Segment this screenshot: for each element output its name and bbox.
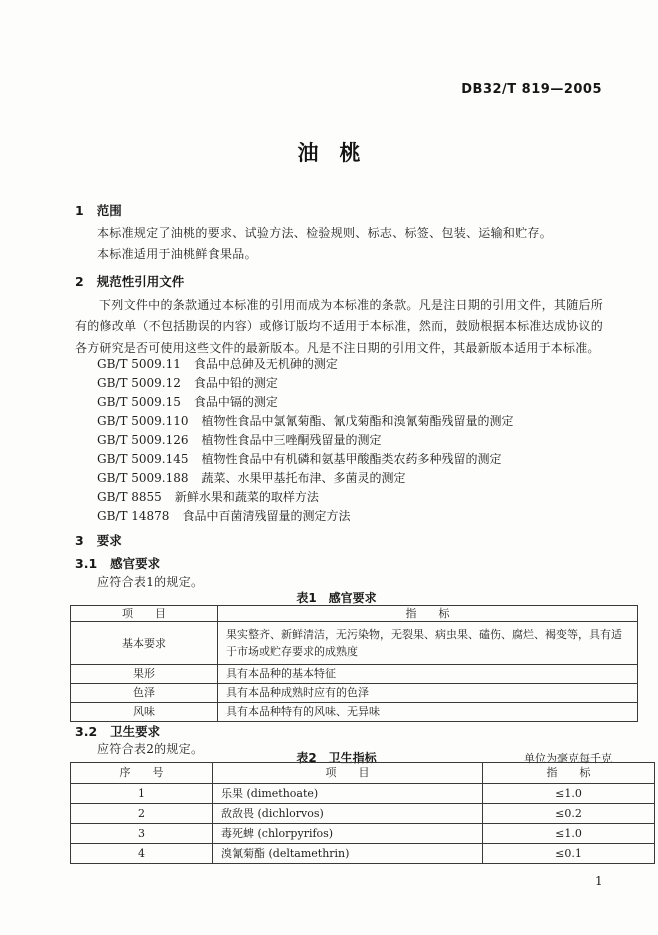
table2-header-index: 指 标: [483, 763, 655, 784]
section-scope-heading: [75, 201, 122, 219]
table2-caption: 表2 卫生指标: [296, 751, 377, 765]
table1-row-item: 色泽: [71, 684, 218, 703]
table-row: [71, 665, 638, 684]
reference-title: 新鲜水果和蔬菜的取样方法: [174, 490, 319, 504]
reference-code: GB/T 5009.110: [97, 414, 189, 428]
table-row: [71, 703, 638, 722]
reference-code: GB/T 8855: [97, 490, 162, 504]
reference-code: GB/T 5009.145: [97, 452, 189, 466]
reference-title: 蔬菜、水果甲基托布津、多菌灵的测定: [201, 471, 406, 485]
table1-header-item: 项 目: [71, 606, 218, 622]
reference-code: GB/T 5009.15: [97, 395, 181, 409]
reference-code: GB/T 5009.12: [97, 376, 181, 390]
reference-item: [97, 507, 514, 526]
reference-title: 植物性食品中氯氰菊酯、氰戊菊酯和溴氰菊酯残留量的测定: [201, 414, 514, 428]
references-list: [97, 355, 514, 526]
table2-row-value: ≤1.0: [483, 824, 655, 844]
section-title: 范围: [96, 203, 122, 218]
table-row: [71, 684, 638, 703]
page-number: 1: [595, 874, 603, 888]
table2-row-no: 2: [71, 804, 213, 824]
reference-item: [97, 450, 514, 469]
table2-header-item: 项 目: [213, 763, 483, 784]
table2-row-no: 1: [71, 784, 213, 804]
reference-code: GB/T 5009.126: [97, 433, 189, 447]
table2-row-value: ≤0.2: [483, 804, 655, 824]
table1-row-item: 基本要求: [71, 622, 218, 665]
table1-row-value: 具有本品种特有的风味、无异味: [218, 703, 638, 722]
reference-code: GB/T 5009.11: [97, 357, 181, 371]
reference-item: [97, 488, 514, 507]
reference-code: GB/T 5009.188: [97, 471, 189, 485]
table-row: [71, 784, 655, 804]
reference-item: [97, 431, 514, 450]
reference-code: GB/T 14878: [97, 509, 170, 523]
table1-row-value: 果实整齐、新鲜清洁，无污染物，无裂果、病虫果、磕伤、腐烂、褐变等，具有适于市场或贮存要求的成熟度: [218, 622, 638, 665]
table2-row-value: ≤0.1: [483, 844, 655, 864]
table1-row-value: 具有本品种的基本特征: [218, 665, 638, 684]
hygiene-note: 应符合表2的规定。: [97, 742, 204, 756]
reference-title: 食品中镉的测定: [193, 395, 278, 409]
table2-row-no: 4: [71, 844, 213, 864]
sensory-note: 应符合表1的规定。: [97, 575, 204, 589]
table2-row-no: 3: [71, 824, 213, 844]
table2-row-item: 毒死蜱 (chlorpyrifos): [213, 824, 483, 844]
section-number: 3.2: [75, 724, 98, 739]
reference-item: [97, 412, 514, 431]
section-references-heading: [75, 272, 184, 290]
subsection-sensory-heading: [75, 554, 160, 572]
subsection-hygiene-heading: [75, 722, 160, 740]
reference-item: [97, 469, 514, 488]
reference-title: 食品中总砷及无机砷的测定: [193, 357, 338, 371]
table2-row-item: 敌敌畏 (dichlorvos): [213, 804, 483, 824]
table2-header-no: 序 号: [71, 763, 213, 784]
section-number: 1: [75, 203, 84, 218]
table1-row-value: 具有本品种成熟时应有的色泽: [218, 684, 638, 703]
table-sensory-requirements: [70, 605, 638, 722]
reference-item: [97, 393, 514, 412]
reference-item: [97, 374, 514, 393]
reference-item: [97, 355, 514, 374]
reference-title: 植物性食品中三唑酮残留量的测定: [201, 433, 382, 447]
table2-row-item: 溴氰菊酯 (deltamethrin): [213, 844, 483, 864]
section-title: 规范性引用文件: [96, 274, 185, 289]
document-title: 油 桃: [297, 141, 361, 165]
table1-caption: 表1 感官要求: [296, 591, 377, 605]
reference-title: 食品中百菌清残留量的测定方法: [182, 509, 351, 523]
section-number: 3: [75, 533, 84, 548]
scope-paragraph-2: 本标准适用于油桃鲜食果品。: [97, 247, 257, 261]
table2-row-item: 乐果 (dimethoate): [213, 784, 483, 804]
table2-unit-note: 单位为毫克每千克: [524, 752, 612, 765]
section-number: 2: [75, 274, 84, 289]
section-requirements-heading: [75, 531, 122, 549]
table1-header-index: 指 标: [218, 606, 638, 622]
section-number: 3.1: [75, 556, 98, 571]
table-header-row: [71, 763, 655, 784]
table-row: [71, 804, 655, 824]
reference-title: 食品中铅的测定: [193, 376, 278, 390]
table-row: [71, 824, 655, 844]
standard-code: DB32/T 819—2005: [461, 82, 602, 97]
table1-row-item: 果形: [71, 665, 218, 684]
table-hygiene-indicators: [70, 762, 655, 864]
references-intro: 下列文件中的条款通过本标准的引用而成为本标准的条款。凡是注日期的引用文件，其随后所有的修改单（不包括勘误的内容）或修订版均不适用于本标准，然而，鼓励根据本标准达成协议的各方研究是否可使用这些文件的最新版本。凡是不注日期的引用文件，其最新版本适用于本标准。: [75, 298, 603, 355]
scope-paragraph-1: 本标准规定了油桃的要求、试验方法、检验规则、标志、标签、包装、运输和贮存。: [97, 226, 553, 240]
table1-row-item: 风味: [71, 703, 218, 722]
section-title: 感官要求: [110, 556, 161, 571]
reference-title: 植物性食品中有机磷和氨基甲酸酯类农药多种残留的测定: [201, 452, 502, 466]
section-title: 卫生要求: [110, 724, 161, 739]
table-row: [71, 844, 655, 864]
table-header-row: [71, 606, 638, 622]
table2-row-value: ≤1.0: [483, 784, 655, 804]
section-title: 要求: [96, 533, 122, 548]
table-row: [71, 622, 638, 665]
